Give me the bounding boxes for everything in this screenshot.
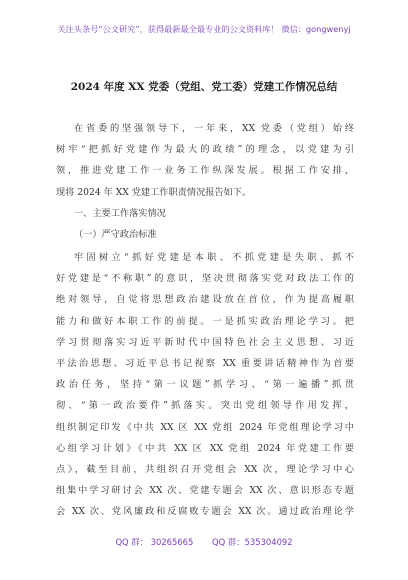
body-line: 政治任务，坚持“第一议题”抓学习、“第一遍播”抓贯 [56,379,354,391]
intro-line: 领，推进党建工作一业务工作纵深发展。根据工作安排， [56,165,354,177]
body-line: 组织制定印发《中共 XX 区 XX 党组 2024 年党组理论学习中 [56,421,354,433]
body-line: 能力和做好本职工作的前提。一是抓实政治理论学习。把 [56,315,354,327]
intro-paragraph [56,118,354,203]
body-line: 会 XX 次、党风廉政和反腐败专题会 XX 次。通过政治理论学 [56,506,354,518]
body-line: 好党建是“不称职”的意识，坚决贯彻落实党对政法工作的 [56,273,354,285]
body-paragraph [56,247,354,522]
intro-line: 树牢“把抓好党建作为最大的政绩”的理念，以党建为引 [56,144,354,156]
body-line: 牢固树立“抓好党建是本职、不抓党建是失职、抓不 [74,252,354,263]
section-heading: 一、主要工作落实情况 [74,208,166,219]
subsection-heading: （一）严守政治标准 [74,229,157,241]
qq-group-1: QQ 群： 30265665 [115,537,194,547]
body-line: 组集中学习研讨会 XX 次、党建专题会 XX 次、意识形态专题 [56,485,354,497]
body-line: 彻、“第一政治要件”抓落实。突出党组领导作用发挥， [56,400,354,412]
contact-footer [0,536,408,548]
body-line: 心组学习计划》《中共 XX 区 XX 党组 2024 年党建工作要 [56,442,354,454]
body-line: 学习贯彻落实习近平新时代中国特色社会主义思想、习近 [56,336,354,348]
intro-line: 现将 2024 年 XX 党建工作职责情况报告如下。 [56,186,252,198]
intro-line: 在省委的坚强领导下，一年来，XX 党委（党组）始终 [74,123,354,134]
body-line: 点》，截至目前，共组织召开党组会 XX 次，理论学习中心 [56,463,354,475]
body-line: 平法治思想、习近平总书记视察 XX 重要讲话精神作为首要 [56,357,354,369]
qq-group-2: QQ 群：535304092 [212,537,293,547]
body-line: 绝对领导，自觉将思想政治建设放在首位，作为提高履职 [56,294,354,306]
document-title: 2024 年度 XX 党委（党组、党工委）党建工作情况总结 [70,81,338,93]
promo-banner: 关注头条号“公文研究”，获得最新最全最专业的公文资料库！ 微信：gongwenyj [57,24,351,34]
section-heading-block [56,203,354,245]
